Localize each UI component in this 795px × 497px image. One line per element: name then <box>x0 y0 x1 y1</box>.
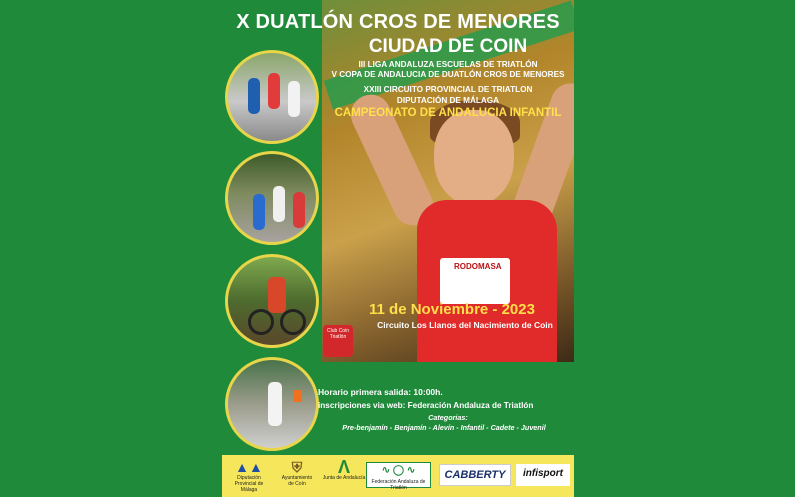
event-date: 11 de Noviembre - 2023 <box>369 301 535 318</box>
start-time: Horario primera salida: 10:00h. <box>318 387 443 397</box>
poster-subtitle: CIUDAD DE COIN <box>368 36 528 57</box>
sponsor-cabberty: CABBERTY <box>439 464 511 486</box>
coat-of-arms-icon: ⛨ <box>291 459 303 475</box>
runner-figure <box>253 194 265 230</box>
registration-info: inscripciones via web: Federación Andaluza de Triatlón <box>318 401 534 410</box>
runner-figure <box>248 78 260 114</box>
cyclist-figure <box>268 277 286 313</box>
runner-figure <box>288 81 300 117</box>
cone-icon <box>294 390 302 402</box>
photo-circle-cyclist <box>225 254 319 348</box>
poster-title: X DUATLÓN CROS DE MENORES <box>236 11 560 33</box>
sponsor-diputacion <box>226 459 272 493</box>
photo-circle-trail-runners <box>225 151 319 245</box>
diputacion-logo-icon: ▲▲ <box>235 459 263 475</box>
runner-figure <box>268 73 280 109</box>
sponsor-ayuntamiento <box>280 459 314 493</box>
bib-brand: RODOMASA <box>454 262 502 271</box>
sponsor-junta <box>322 459 366 493</box>
sponsor-diputacion-label: Diputación Provincial de Málaga <box>234 475 264 493</box>
club-logo-text: Club Coin Triatlón <box>327 328 349 340</box>
athlete-head <box>434 110 514 205</box>
bike-wheel-icon <box>280 309 306 335</box>
circuito-line: XXIII CIRCUITO PROVINCIAL DE TRIATLON <box>363 85 533 94</box>
club-coin-logo <box>323 325 353 357</box>
copa-line: V COPA DE ANDALUCIA DE DUATLÓN CROS DE MENORES <box>331 70 565 79</box>
sponsor-federacion-label: Federación Andaluza de Triatlón <box>371 479 426 491</box>
categories-list: Pre-benjamín - Benjamín - Alevín - Infantil - Cadete - Juvenil <box>342 423 546 432</box>
sponsor-bar <box>222 455 574 497</box>
federacion-logo-icon: ∿ ◯ ∿ <box>381 465 416 476</box>
junta-logo-icon: Λ <box>337 457 350 477</box>
sponsor-federacion <box>366 462 431 491</box>
event-venue: Circuito Los Llanos del Nacimiento de Coin <box>377 320 553 330</box>
categories-title: Categorias: <box>428 413 468 422</box>
bike-wheel-icon <box>248 309 274 335</box>
sponsor-infisport: infisport <box>516 464 570 486</box>
championship-line: CAMPEONATO DE ANDALUCIA INFANTIL <box>334 107 562 119</box>
runner-figure <box>273 186 285 222</box>
sponsor-ayuntamiento-label: Ayuntamiento de Coín <box>281 475 313 487</box>
photo-circle-runners <box>225 50 319 144</box>
runner-figure <box>268 382 282 426</box>
sponsor-junta-label: Junta de Andalucía <box>322 475 366 481</box>
liga-line: III LIGA ANDALUZA ESCUELAS DE TRIATLÓN <box>358 60 538 69</box>
diputacion-line: DIPUTACIÓN DE MÁLAGA <box>396 96 500 105</box>
photo-circle-runner <box>225 357 319 451</box>
runner-figure <box>293 192 305 228</box>
